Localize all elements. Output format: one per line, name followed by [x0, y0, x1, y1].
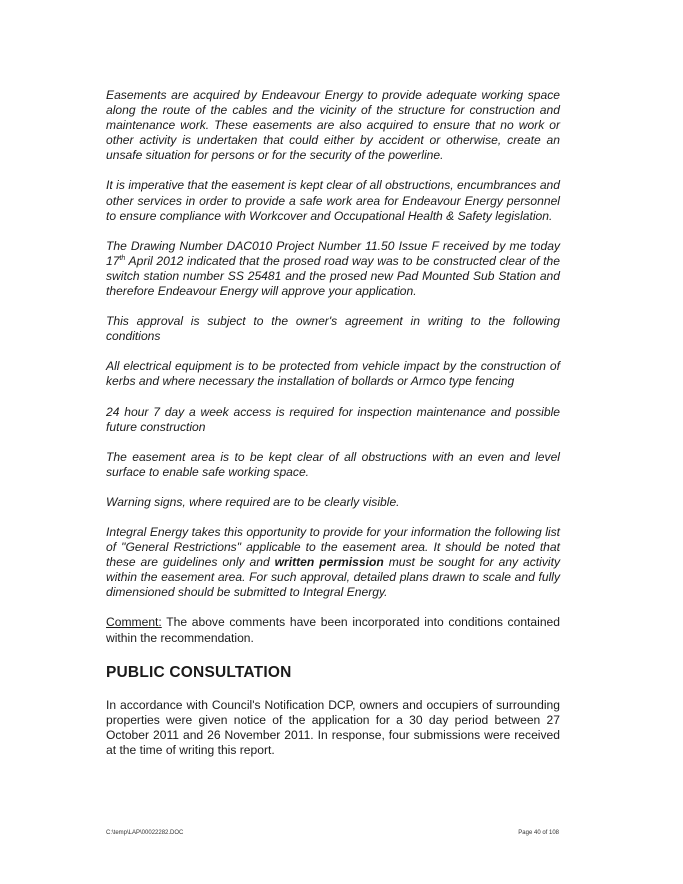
general-restrictions-text-a: Integral Energy takes this opportunity to provide for your information the following list of "General Restrictions" applicable to the easement area. It should be noted that these are guidelines only and	[106, 524, 560, 570]
footer-page-number: Page 40 of 108	[518, 830, 559, 836]
section-heading: PUBLIC CONSULTATION	[106, 663, 292, 681]
easement-surface-paragraph: The easement area is to be kept clear of all obstructions with an even and level surface to enable safe working space.	[106, 449, 560, 479]
easement-clearance-paragraph: It is imperative that the easement is kept clear of all obstructions, encumbrances and other services in order to provide a safe work area for Endeavour Energy personnel to ensure compliance with Workcover and Occupational Health & Safety legislation.	[106, 178, 560, 223]
comment-text: The above comments have been incorporated into conditions contained within the recommendation.	[106, 615, 560, 645]
warning-signs-paragraph: Warning signs, where required are to be clearly visible.	[106, 494, 400, 509]
easement-purpose-paragraph: Easements are acquired by Endeavour Energy to provide adequate working space along the route of the cables and the vicinity of the structure for construction and maintenance work. These easements are also acquired to ensure that no work or other activity is undertaken that could either by accident or otherwise, create an unsafe situation for persons or for the security of the powerline.	[106, 88, 560, 163]
general-restrictions-text-b: must be sought for any activity within the easement area. For such approval, detailed plans drawn to scale and fully dimensioned should be submitted to Integral Energy.	[106, 555, 560, 600]
footer-file-path: C:\temp\LAP\00022282.DOC	[106, 830, 184, 836]
date-ordinal-superscript: th	[119, 254, 126, 262]
page-content	[106, 88, 560, 758]
written-permission-emphasis: written permission	[274, 555, 384, 570]
access-requirement-paragraph: 24 hour 7 day a week access is required for inspection maintenance and possible future construction	[106, 404, 560, 434]
drawing-approval-text-a: The Drawing Number DAC010 Project Number 11.50 Issue F received by me today 17	[106, 238, 560, 268]
approval-conditions-paragraph: This approval is subject to the owner's agreement in writing to the following conditions	[106, 314, 560, 344]
drawing-approval-text-b: April 2012 indicated that the prosed road way was to be constructed clear of the switch station number SS 25481 and the prosed new Pad Mounted Sub Station and therefore Endeavour Energy will approve your application.	[106, 253, 560, 299]
equipment-protection-paragraph: All electrical equipment is to be protected from vehicle impact by the construction of kerbs and where necessary the installation of bollards or Armco type fencing	[106, 359, 560, 389]
public-consultation-paragraph: In accordance with Council's Notification DCP, owners and occupiers of surrounding properties were given notice of the application for a 30 day period between 27 October 2011 and 26 November 2011. In response, four submissions were received at the time of writing this report.	[106, 697, 560, 757]
drawing-approval-paragraph	[106, 239, 560, 299]
comment-paragraph	[106, 615, 560, 645]
general-restrictions-paragraph	[106, 525, 560, 600]
comment-label: Comment:	[106, 615, 162, 630]
